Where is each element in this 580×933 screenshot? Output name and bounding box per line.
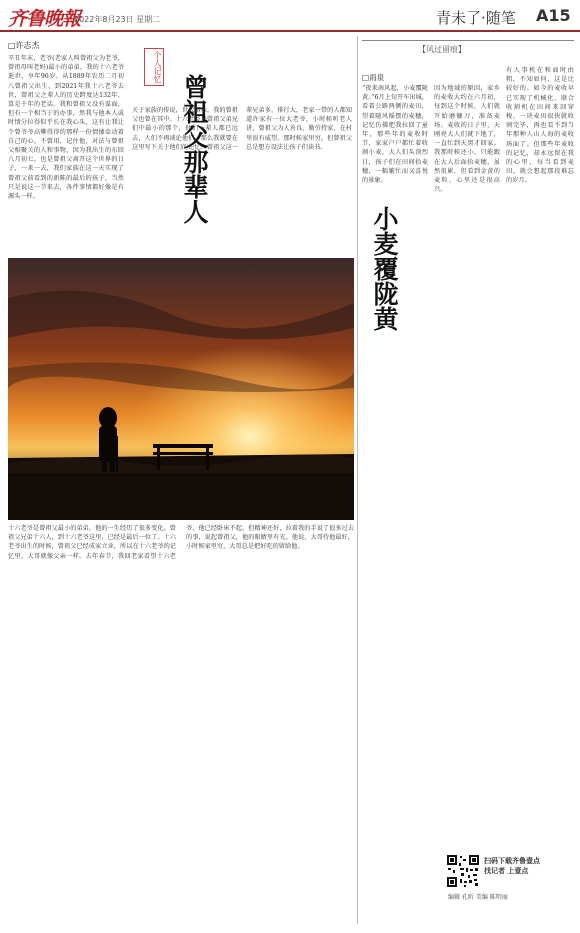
right-text-col2: 有人事机在和面时由粗，不知如何，这是比较好的。如今的麦收早已实现了机械化，联合收割机在田间来回穿梭，一块麦田很快就收割完毕，再也看不到当年那种人山人海的麦收场面了。但那些年麦收的记忆，却永远留在我的心里，每当看到麦田，就会想起那段难忘的岁月。: [506, 67, 574, 185]
qr-caption: [484, 856, 540, 876]
page-header: [0, 0, 580, 32]
section-label: [362, 40, 574, 55]
right-article: [362, 36, 574, 926]
newspaper-logo: 齐鲁晚報: [8, 8, 81, 30]
right-text-col1: [362, 84, 500, 904]
left-tag: 个人记忆: [144, 48, 164, 86]
sunset-photo: [8, 258, 354, 520]
section-label-text: 【风过留痕】: [418, 45, 466, 54]
issue-date: 2022年8月23日 星期二: [74, 15, 161, 24]
left-text-bottom: 十六老爷是曾祖父最小的弟弟，他的一生经历了很多变化。曾祖父兄弟十六人，到十六老爷这里，已经是最后一位了。十六老爷出生的时候，曾祖父已经成家立业，所以在十六老爷的记忆里，大哥就像父亲一样。去年春节，我回老家看望十六老爷，他已经卧床不起，但精神还好，拉着我的手说了很多过去的事，说起曾祖父，他的眼睛里有光。他说，大哥待他最好，小时候家里穷，大哥总是把好吃的留给他。: [8, 525, 354, 560]
qr-code[interactable]: [446, 854, 480, 888]
right-paragraph-2: 因为地域的原因，家乡的麦收大约在六月初，每到这个时候，人们就开始磨镰刀，准备麦场。麦收的日子里，天刚亮大人们就下地了，一直忙到天黑才回家。我那时候还小，只能跟在大人后面拾麦穗，虽然很累，但看到金黄的麦粒，心里还是很高兴。: [434, 85, 500, 194]
qr-caption-line1: 扫码下载齐鲁壹点: [484, 857, 540, 865]
column-name: 青未了·随笔: [436, 9, 516, 27]
left-text-col1: 辛丑年末，老爷(老家人叫曾祖父为老爷，曾祖母叫老妈)最小的弟弟，我的十六老爷逝世，享年96岁。从1889年农历二月初八曾祖父出生，到2021年我十六老爷去世，曾祖父之辈人的历史跨度达132年，算是千年的老话。我和曾祖父没有谋面，但有一个相当于的办事，然我与他本人或时情分拉得似乎长在我心头，这有让我让个曾爷爷高攀得得的那样一份情愫牵动着自己的心。不曾用，记住他，对法与曾祖父相聚关的人和事物，因为我出生的东回八月初七，也是曾祖父离开这个世界的日子，一来一去，我们家族在这一天实现了曾祖父前看到的新陈的最后的孩子，当然只是说这一节来去，各件事情都好像是有源头一样。: [8, 55, 124, 201]
left-article: [8, 36, 354, 926]
left-text-col2: 关于家族的传说，世代相承。我的曾祖父也曾在其中。十六老爷是曾祖父弟兄们中最小的那个，他们一辈人都已远去，人们不再谈论他们，那么我就要在这里写下关于他们的记忆。曾祖父这一辈兄弟多，排行大，老家一带的人都知道许家有一位大老爷，小时候听老人讲，曾祖父为人善良，勤劳持家，在村里很有威望。那时候家里穷，但曾祖父总是想方设法让孩子们读书。: [132, 107, 352, 151]
column-divider: [357, 36, 358, 924]
left-author: □许志杰: [8, 41, 40, 50]
left-title: 曾祖父那辈人: [180, 74, 209, 224]
right-title: 小麦覆陇黄: [370, 206, 399, 331]
right-paragraph-1: “夜来南风起，小麦覆陇黄。”6月上旬开车出城，看着公路两侧的麦田，望着随风摇摆的麦穗，记忆仿佛把我拉回了童年，那些年的麦收时节，家家户户都忙着收割小麦，大人们头顶烈日，孩子们在田间拾麦穗，一幅繁忙而又喜悦的景象。: [362, 85, 428, 185]
editor-credit: 编辑 孔昕 美编 陈明丽: [448, 894, 508, 901]
right-author: □雨泉: [362, 73, 385, 82]
page-number: A15: [536, 6, 571, 25]
qr-caption-line2: 找记者 上壹点: [484, 867, 529, 875]
